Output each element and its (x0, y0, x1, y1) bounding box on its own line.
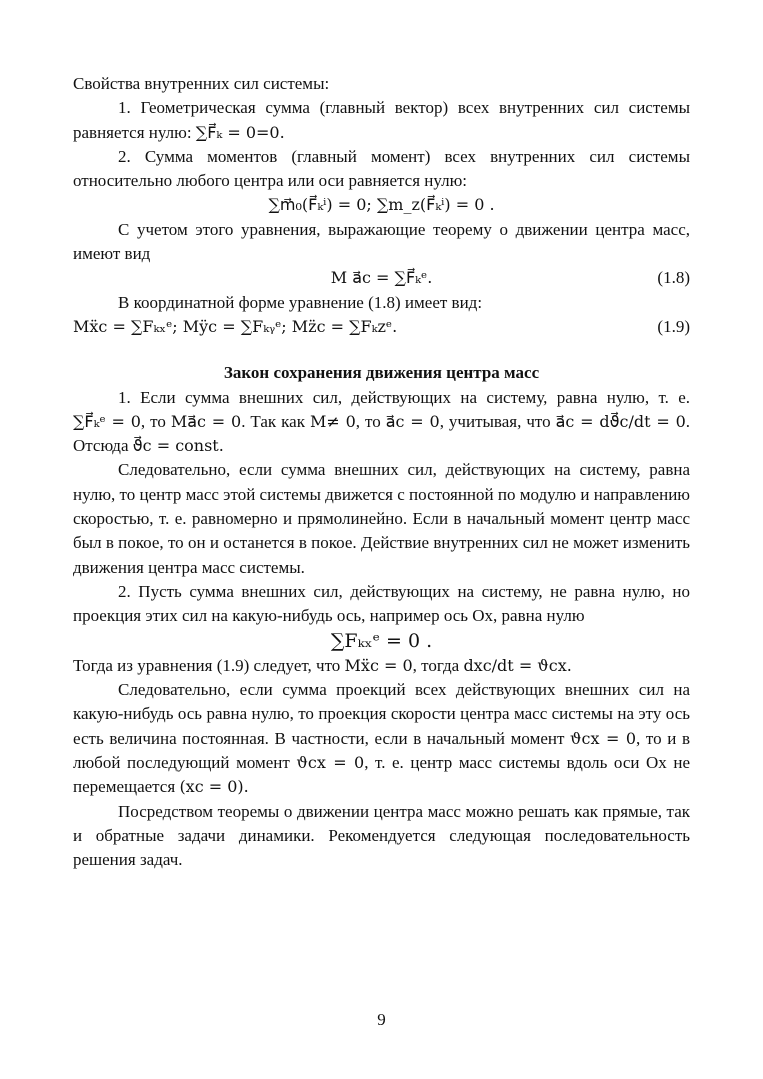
p5-text-b: , то и в любой последующий момент (73, 728, 690, 773)
property-2: 2. Сумма моментов (главный момент) всех внутренних сил системы относительно любого центра или оси равняется нулю: (73, 146, 690, 191)
law-paragraph-3: 2. Пусть сумма внешних сил, действующих на систему, не равна нулю, но проекция этих сил на какую-нибудь ось, например ось Ox, равна нулю (73, 581, 690, 626)
p5-formula-v2: ϑcx = 0 (296, 753, 365, 773)
p1-formula-derivative: a⃗c = dϑ⃗c/dt = 0 (555, 411, 686, 431)
equation-1-9 (73, 315, 690, 339)
theorem-intro: С учетом этого уравнения, выражающие теорему о движении центра масс, имеют вид (73, 219, 690, 264)
p5-text-a: Следовательно, если сумма проекций всех действующих внешних сил на какую-нибудь ось равна нулю, то проекция скорости центра масс системы на эту ось есть величина постоянная. В частности, если в начальный момент (73, 680, 690, 748)
p5-text-c: , т. е. центр масс системы вдоль оси Ox не перемещается (73, 753, 691, 797)
projection-formula-text: ∑Fₖₓᵉ = 0 . (330, 629, 433, 652)
law-paragraph-4 (73, 654, 690, 678)
p1-text-d: , то (355, 411, 381, 431)
moment-formula (73, 193, 690, 217)
section-heading: Закон сохранения движения центра масс (223, 363, 540, 383)
equation-1-8-number: (1.8) (657, 268, 690, 288)
p1-formula-ma: Ma⃗c = 0 (170, 411, 242, 431)
coordinate-form-intro: В координатной форме уравнение (1.8) имеет вид: (118, 292, 483, 312)
intro-line: Свойства внутренних сил системы: (73, 74, 330, 93)
equation-1-9-formula: Mẍc = ∑Fₖₓᵉ; Mÿc = ∑Fₖᵧᵉ; Mz̈c = ∑Fₖzᵉ. (73, 316, 398, 336)
p1-formula-m: M≠ 0 (309, 411, 356, 431)
p4-text-b: , тогда (412, 655, 460, 675)
equation-1-8-formula: M a⃗c = ∑F⃗ₖᵉ. (330, 268, 433, 288)
p5-formula-x: (xc = 0). (179, 777, 249, 797)
page-number: 9 (377, 1010, 386, 1029)
p5-formula-v1: ϑcx = 0 (570, 728, 636, 748)
p1-text-b: , то (140, 411, 166, 431)
p1-text-g: . Отсюда (73, 411, 691, 456)
law-paragraph-6: Посредством теоремы о движении центра масс можно решать как прямые, так и обратные задачи динамики. Рекомендуется следующая последовательность решения задач. (73, 801, 690, 870)
p1-formula-a: a⃗c = 0 (385, 411, 440, 431)
document-body (73, 72, 690, 873)
p4-formula-velocity: dxc/dt = ϑcx. (463, 655, 572, 675)
p1-formula-sum: ∑F⃗ₖᵉ = 0 (73, 411, 141, 431)
equation-1-8 (73, 266, 690, 290)
property-1-text: 1. Геометрическая сумма (главный вектор) всех внутренних сил системы равняется нулю: (73, 98, 690, 142)
law-paragraph-2: Следовательно, если сумма внешних сил, действующих на систему, равна нулю, то центр масс этой системы движется с постоянной по модулю и направлению скоростью, т. е. равномерно и прямолинейно. Если в начальный момент центр масс был в покое, то он и останется в покое. Действие внутренних сил не может изменить движения центра масс системы. (73, 460, 690, 577)
p1-text-c: . Так как (241, 411, 305, 431)
moment-formula-text: ∑m⃗₀(F⃗ₖⁱ) = 0; ∑m_z(F⃗ₖⁱ) = 0 . (268, 195, 495, 215)
property-1 (73, 96, 690, 145)
law-paragraph-5 (73, 678, 690, 799)
p1-text-a: 1. Если сумма внешних сил, действующих на систему, равна нулю, т. е. (118, 387, 690, 407)
p1-formula-const: ϑ⃗c = const. (132, 436, 224, 456)
law-paragraph-1 (73, 386, 690, 459)
p4-formula-mx: Mẍc = 0 (344, 655, 413, 675)
property-1-formula: ∑F⃗ₖ = 0=0. (195, 122, 285, 142)
p1-text-e: , учитывая, что (439, 411, 551, 431)
projection-formula (73, 629, 690, 654)
equation-1-9-number: (1.9) (657, 316, 690, 336)
p4-text-a: Тогда из уравнения (1.9) следует, что (73, 655, 341, 675)
